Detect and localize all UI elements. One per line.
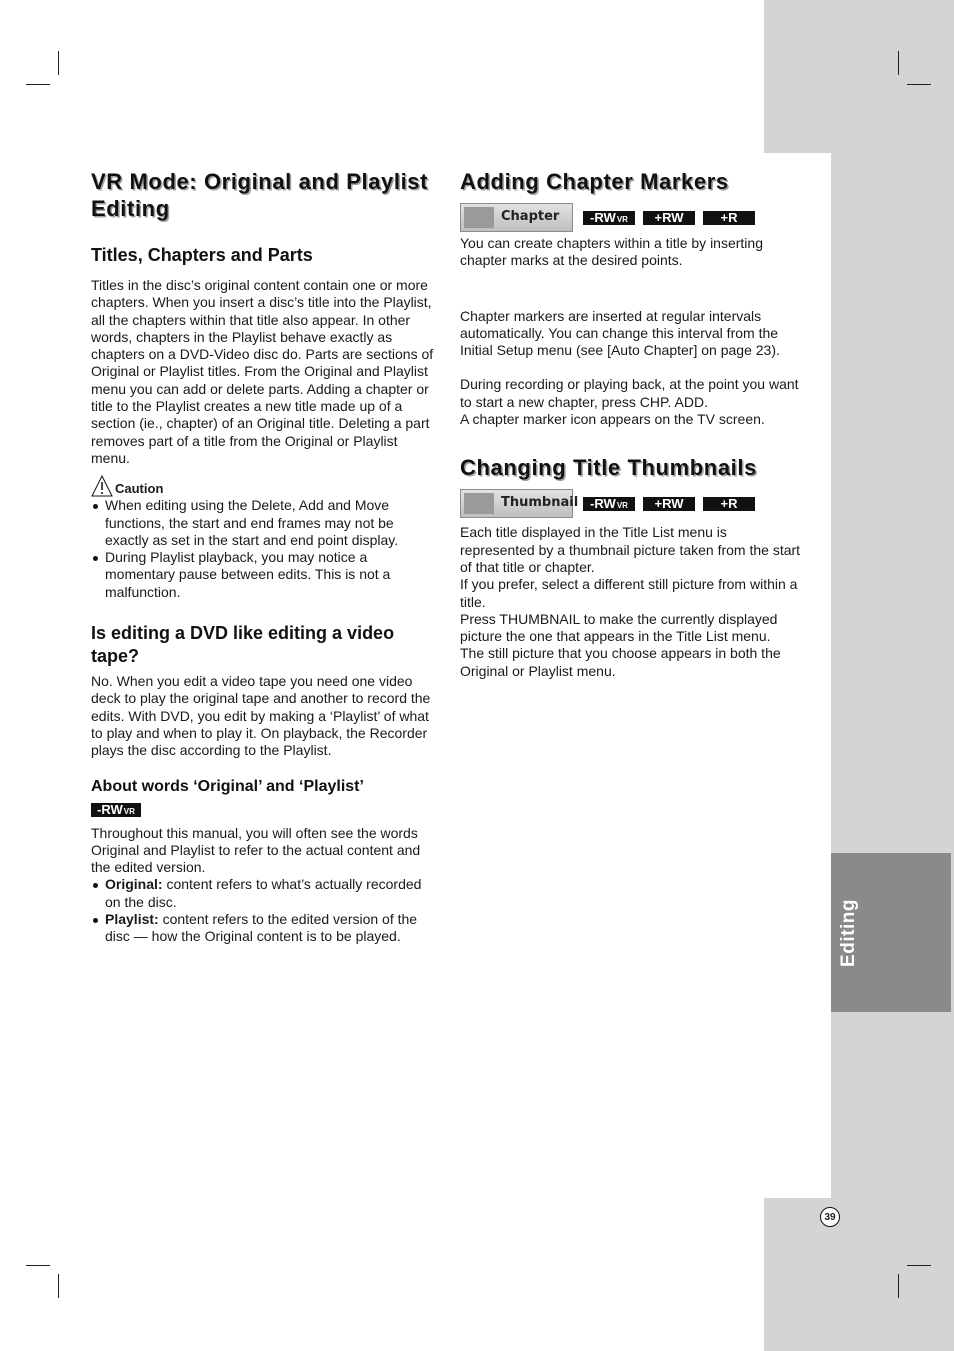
section-tab xyxy=(831,853,951,1012)
chapter-paragraph: During recording or playing back, at the point you want to start a new chapter, press CHP. ADD. xyxy=(460,376,799,410)
crop-mark xyxy=(58,1274,59,1298)
badge-plus-r: +R xyxy=(703,211,755,225)
page-title: VR Mode: Original and Playlist Editing xyxy=(91,169,429,221)
badge-rw-vr: -RW VR xyxy=(583,497,635,511)
crop-mark xyxy=(907,84,931,85)
margin-band-top xyxy=(764,0,954,153)
margin-band xyxy=(831,153,954,1199)
badge-plus-rw: +RW xyxy=(643,211,695,225)
section-heading-editing: Is editing a DVD like editing a video tape? xyxy=(91,623,395,667)
crop-mark xyxy=(26,1265,50,1266)
left-column xyxy=(91,168,439,946)
definition-list xyxy=(91,876,439,945)
badge-plus-r: +R xyxy=(703,497,755,511)
caution-block xyxy=(91,475,439,497)
section-title-thumbnail: Changing Title Thumbnails xyxy=(460,455,757,481)
thumbnail-paragraph: Each title displayed in the Title List menu is represented by a thumbnail picture taken from the start of that title or chapter. xyxy=(460,524,801,575)
section-heading-words: About words ‘Original’ and ‘Playlist’ xyxy=(91,777,364,795)
thumbnail-paragraph: If you prefer, select a different still picture from within a title. xyxy=(460,576,798,610)
badge-rw-vr: -RW VR xyxy=(583,211,635,225)
section-body-words: Throughout this manual, you will often see the words Original and Playlist to refer to the actual content and the edited version. xyxy=(91,824,421,876)
disc-badges xyxy=(91,803,439,817)
margin-band-bottom xyxy=(764,1198,954,1351)
chapter-paragraph: Chapter markers are inserted at regular intervals automatically. You can change this interval from the Initial Setup menu (see [Auto Chapter] on page 23). xyxy=(460,307,780,359)
section-body-titles: Titles in the disc’s original content contain one or more chapters. When you insert a disc’s title into the Playlist, all the chapters within that title also appear. In other words, chapters in the Playlist behave exactly as chapters on a DVD-Video disc do. Parts are sections of Original or Playlist titles. From the Original and Playlist menu you can add or delete parts. Adding a chapter or title to the Playlist creates a new title made up of a section (ie., chapter) of an Original title. Deleting a part removes part of a title from the Original or Playlist menu. xyxy=(91,277,434,466)
warning-icon xyxy=(91,475,113,497)
chapter-icon-row xyxy=(460,203,805,232)
crop-mark xyxy=(898,1274,899,1298)
list-item: Playlist: content refers to the edited version of the disc — how the Original content is to be played. xyxy=(91,911,439,946)
thumbnail-paragraph: Press THUMBNAIL to make the currently displayed picture the one that appears in the Title List menu. xyxy=(460,610,778,645)
crop-mark xyxy=(26,84,50,85)
section-title-chapter: Adding Chapter Markers xyxy=(460,169,729,194)
section-tab-label: Editing xyxy=(838,899,859,967)
disc-badges xyxy=(583,497,755,511)
crop-mark xyxy=(898,51,899,75)
right-column xyxy=(460,168,805,680)
chapter-paragraph: You can create chapters within a title by inserting chapter marks at the desired points. xyxy=(460,235,763,269)
thumbnail-paragraph: The still picture that you choose appears in both the Original or Playlist menu. xyxy=(460,645,781,679)
caution-label: Caution xyxy=(115,481,164,497)
badge-plus-rw: +RW xyxy=(643,497,695,511)
badge-rw-vr: -RW VR xyxy=(91,803,141,817)
picture-icon xyxy=(464,493,494,514)
list-item: Original: content refers to what’s actually recorded on the disc. xyxy=(91,876,439,911)
thumbnail-menu-icon: Thumbnail xyxy=(460,489,573,518)
crop-mark xyxy=(58,51,59,75)
chapter-paragraph: A chapter marker icon appears on the TV screen. xyxy=(460,411,765,428)
section-heading-titles: Titles, Chapters and Parts xyxy=(91,245,313,265)
page-number: 39 xyxy=(820,1207,840,1227)
caution-list xyxy=(91,497,439,601)
list-item: When editing using the Delete, Add and Move functions, the start and end frames may not be exactly as set in the start and end point display. xyxy=(91,497,439,549)
thumbnail-icon-row xyxy=(460,489,805,518)
disc-badges xyxy=(583,211,755,225)
film-icon xyxy=(464,207,494,228)
chapter-menu-icon: Chapter xyxy=(460,203,573,232)
crop-mark xyxy=(907,1265,931,1266)
list-item: During Playlist playback, you may notice a momentary pause between edits. This is not a malfunction. xyxy=(91,549,439,601)
section-body-editing: No. When you edit a video tape you need one video deck to play the original tape and another to record the edits. With DVD, you edit by making a ‘Playlist’ of what to play and when to play it. On playback, the Recorder plays the disc according to the Playlist. xyxy=(91,673,431,759)
